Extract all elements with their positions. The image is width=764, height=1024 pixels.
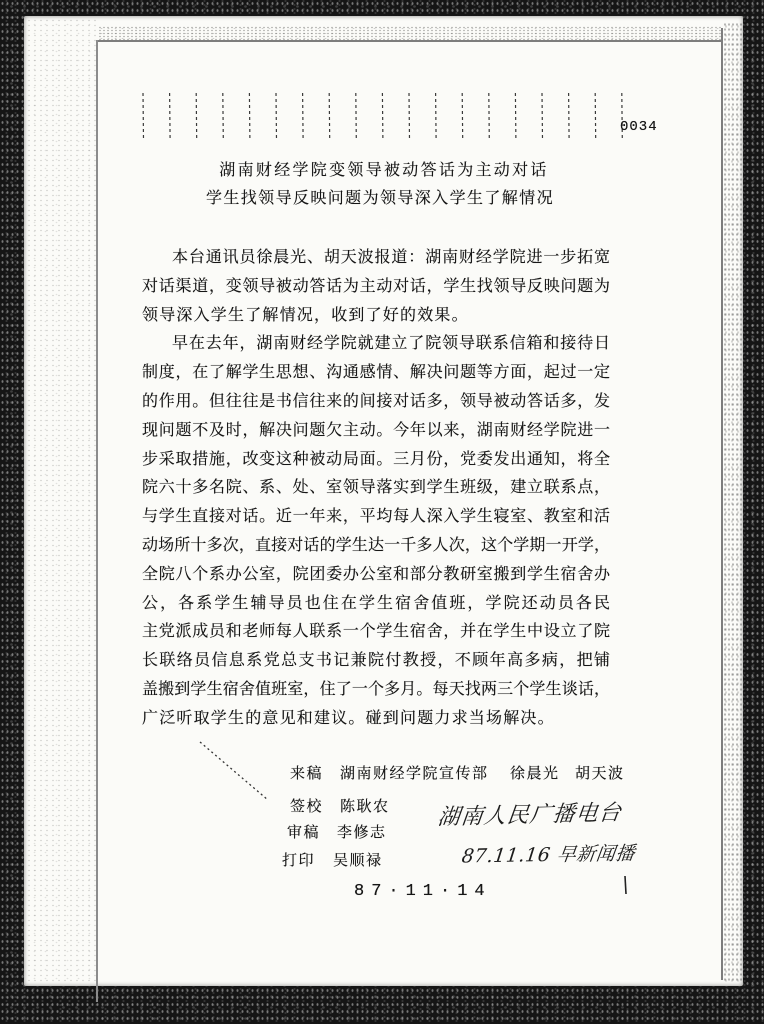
- body-line: 长联络员信息系党总支书记兼院付教授，不顾年高多病，把铺: [142, 650, 610, 670]
- article-body: [142, 243, 610, 733]
- body-line: 制度，在了解学生思想、沟通感情、解决问题等方面，起过一定: [142, 362, 610, 382]
- paragraph-2: [142, 329, 610, 732]
- body-line: 对话渠道，变领导被动答话为主动对话，学生找领导反映问题为: [142, 275, 610, 295]
- body-line: 主党派成员和老师每人联系一个学生宿舍，并在学生中设立了院: [142, 621, 610, 641]
- sheet-right-shadow: [723, 22, 742, 982]
- body-line: 全院八个系办公室，院团委办公室和部分教研室搬到学生宿舍办: [142, 563, 610, 583]
- body-line: 步采取措施，改变这种被动局面。三月份，党委发出通知，将全: [142, 448, 610, 468]
- sheet-edge-right: [721, 28, 723, 980]
- page-number: 0034: [620, 119, 658, 135]
- body-line: 早在去年，湖南财经学院就建立了院领导联系信箱和接待日: [172, 333, 610, 353]
- credit-row-source: [290, 763, 630, 783]
- handwritten-station: 湖南人民广播电台: [436, 800, 624, 831]
- credit-name: 陈耿农: [340, 797, 390, 815]
- title-line-2: 学生找领导反映问题为领导深入学生了解情况: [205, 188, 554, 207]
- credit-row-review: [287, 822, 407, 842]
- document-title: [140, 156, 620, 212]
- credit-row-typing: [282, 850, 402, 870]
- sheet-edge-left: [96, 40, 98, 1002]
- body-line: 公，各系学生辅导员也住在学生宿舍值班，学院还动员各民: [142, 592, 610, 612]
- credit-row-proofread: [290, 796, 410, 816]
- credit-label: 签校: [290, 797, 324, 815]
- body-line: 领导深入学生了解情况，收到了好的效果。: [142, 304, 469, 324]
- credit-author: 徐晨光: [510, 764, 560, 782]
- body-line: 院六十多名院、系、处、室领导落实到学生班级，建立联系点，: [142, 477, 610, 497]
- body-line: 盖搬到学生宿舍值班室，住了一个多月。每天找两三个学生谈话，: [142, 678, 610, 698]
- body-line: 与学生直接对话。近一年来，平均每人深入学生寝室、教室和活: [142, 506, 610, 526]
- credit-organization: 湖南财经学院宣传部: [340, 764, 489, 782]
- body-line: 广泛听取学生的意见和建议。碰到问题力求当场解决。: [142, 707, 555, 727]
- typed-date: 87·11·14: [354, 882, 492, 901]
- body-line: 动场所十多次，直接对话的学生达一千多人次，这个学期一开学，: [142, 534, 610, 554]
- credit-name: 吴顺禄: [333, 851, 383, 869]
- underlying-sheet-edge: [26, 18, 96, 984]
- body-line: 现问题不及时，解决问题欠主动。今年以来，湖南财经学院进一: [142, 419, 610, 439]
- credit-author: 胡天波: [575, 764, 625, 782]
- sheet-edge-top: [98, 40, 722, 42]
- credit-label: 审稿: [287, 823, 321, 841]
- credit-label: 来稿: [290, 764, 324, 782]
- handwritten-broadcast-date: 87.11.16 早新闻播: [460, 842, 637, 868]
- title-line-1: 湖南财经学院变领导被动答话为主动对话: [219, 160, 549, 179]
- paragraph-1: [142, 243, 610, 329]
- body-line: 本台通讯员徐晨光、胡天波报道：湖南财经学院进一步拓宽: [172, 247, 610, 266]
- credit-label: 打印: [282, 851, 316, 869]
- credit-name: 李修志: [337, 823, 387, 841]
- body-line: 的作用。但往往是书信往来的间接对话多，领导被动答话多，发: [142, 390, 610, 410]
